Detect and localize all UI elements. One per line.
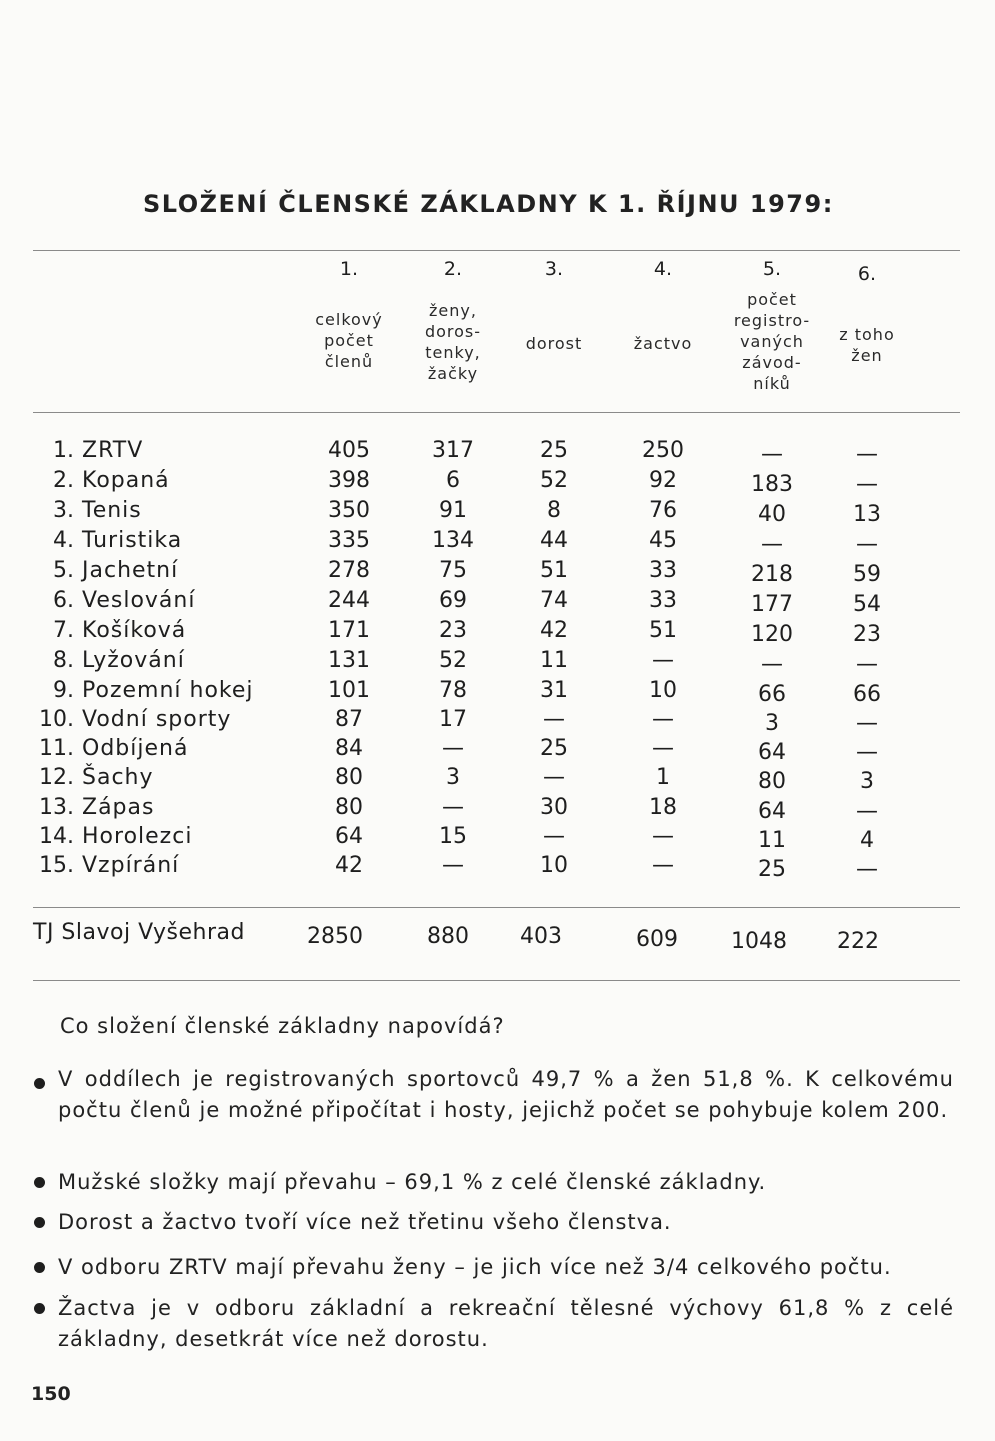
cell-of-which-women: 59: [853, 562, 881, 587]
row-sport-name: Kopaná: [82, 468, 170, 493]
cell-of-which-women: 66: [853, 682, 881, 707]
cell-total-members: 84: [335, 736, 363, 761]
row-sport-name: Odbíjená: [82, 736, 189, 761]
cell-total-members: 80: [335, 765, 363, 790]
column-number: 2.: [443, 258, 463, 280]
cell-youth: 31: [540, 678, 568, 703]
question-text: Co složení členské základny napovídá?: [60, 1014, 505, 1038]
cell-women: 3: [446, 765, 460, 790]
cell-youth: 25: [540, 736, 568, 761]
cell-women: 17: [439, 707, 467, 732]
total-registered: 1048: [731, 929, 787, 954]
table-row: [0, 676, 995, 706]
total-total-members: 2850: [307, 924, 363, 949]
cell-total-members: 42: [335, 853, 363, 878]
cell-women: 6: [446, 468, 460, 493]
cell-total-members: 87: [335, 707, 363, 732]
cell-of-which-women: —: [856, 652, 878, 677]
cell-total-members: 405: [328, 438, 370, 463]
bullet-icon: [34, 1217, 45, 1228]
column-label: žactvo: [633, 334, 693, 353]
row-sport-name: Jachetní: [82, 558, 179, 583]
row-sport-name: Vodní sporty: [82, 707, 232, 732]
cell-women: —: [442, 795, 464, 820]
cell-total-members: 244: [328, 588, 370, 613]
cell-pupils: —: [652, 648, 674, 673]
cell-pupils: —: [652, 707, 674, 732]
table-row: [0, 822, 995, 852]
cell-of-which-women: —: [856, 711, 878, 736]
table-bottom-rule: [33, 980, 960, 981]
list-item: [34, 1167, 954, 1199]
bullet-text: V odboru ZRTV mají převahu ženy – je jich více než 3/4 celkového počtu.: [58, 1255, 892, 1279]
cell-registered: 64: [758, 799, 786, 824]
bullet-text: Žactva je v odboru základní a rekreační tělesné výchovy 61,8 % z celé základny, desetkrát více než dorostu.: [58, 1296, 954, 1351]
cell-pupils: —: [652, 853, 674, 878]
row-number: 11.: [39, 736, 74, 761]
cell-youth: 74: [540, 588, 568, 613]
cell-pupils: 51: [649, 618, 677, 643]
table-row: [0, 526, 995, 556]
row-sport-name: Lyžování: [82, 648, 185, 673]
cell-youth: —: [543, 765, 565, 790]
cell-women: 134: [432, 528, 474, 553]
cell-registered: 3: [765, 711, 779, 736]
column-number: 5.: [762, 258, 782, 280]
row-number: 12.: [39, 765, 74, 790]
row-sport-name: Košíková: [82, 618, 187, 643]
cell-of-which-women: 13: [853, 502, 881, 527]
cell-pupils: 33: [649, 558, 677, 583]
cell-total-members: 64: [335, 824, 363, 849]
list-item: [34, 1293, 954, 1357]
cell-youth: 52: [540, 468, 568, 493]
bullet-text: Mužské složky mají převahu – 69,1 % z celé členské základny.: [58, 1170, 767, 1194]
cell-pupils: 18: [649, 795, 677, 820]
cell-total-members: 171: [328, 618, 370, 643]
cell-women: 52: [439, 648, 467, 673]
cell-youth: 30: [540, 795, 568, 820]
cell-women: 317: [432, 438, 474, 463]
cell-pupils: —: [652, 736, 674, 761]
bullet-icon: [34, 1262, 45, 1273]
total-women: 880: [427, 924, 469, 949]
cell-pupils: 76: [649, 498, 677, 523]
cell-registered: 11: [758, 828, 786, 853]
cell-registered: —: [761, 652, 783, 677]
cell-youth: —: [543, 707, 565, 732]
row-sport-name: Šachy: [82, 765, 154, 790]
table-row: [0, 586, 995, 616]
cell-registered: 25: [758, 857, 786, 882]
table-row: [0, 466, 995, 496]
cell-pupils: 45: [649, 528, 677, 553]
table-row: [0, 705, 995, 735]
row-sport-name: ZRTV: [82, 438, 144, 463]
page-number: 150: [31, 1383, 71, 1405]
page-title: SLOŽENÍ ČLENSKÉ ZÁKLADNY K 1. ŘÍJNU 1979:: [143, 190, 834, 218]
cell-youth: —: [543, 824, 565, 849]
table-row: [0, 646, 995, 676]
column-number: 4.: [653, 258, 673, 280]
row-number: 4.: [53, 528, 74, 553]
cell-women: —: [442, 853, 464, 878]
row-sport-name: Horolezci: [82, 824, 193, 849]
cell-registered: —: [761, 532, 783, 557]
cell-total-members: 398: [328, 468, 370, 493]
column-label: z toho žen: [839, 325, 895, 365]
row-number: 7.: [53, 618, 74, 643]
cell-total-members: 101: [328, 678, 370, 703]
row-number: 13.: [39, 795, 74, 820]
row-number: 1.: [53, 438, 74, 463]
cell-of-which-women: —: [856, 472, 878, 497]
cell-youth: 51: [540, 558, 568, 583]
column-label: počet registro- vaných závod- níků: [733, 290, 811, 393]
table-row: [0, 496, 995, 526]
cell-total-members: 131: [328, 648, 370, 673]
row-number: 3.: [53, 498, 74, 523]
cell-of-which-women: —: [856, 857, 878, 882]
cell-youth: 44: [540, 528, 568, 553]
table-row: [0, 734, 995, 764]
bullet-icon: [34, 1078, 45, 1089]
bullet-icon: [34, 1177, 45, 1188]
cell-of-which-women: —: [856, 532, 878, 557]
total-youth: 403: [520, 924, 562, 949]
cell-of-which-women: —: [856, 740, 878, 765]
cell-women: 78: [439, 678, 467, 703]
cell-registered: —: [761, 442, 783, 467]
row-number: 10.: [39, 707, 74, 732]
cell-total-members: 278: [328, 558, 370, 583]
cell-pupils: 250: [642, 438, 684, 463]
cell-youth: 42: [540, 618, 568, 643]
cell-registered: 218: [751, 562, 793, 587]
cell-women: 91: [439, 498, 467, 523]
cell-pupils: 10: [649, 678, 677, 703]
bullet-text: V oddílech je registrovaných sportovců 49,7 % a žen 51,8 %. K celkovému počtu členů je možné připočítat i hosty, jejichž počet se pohybuje kolem 200.: [58, 1067, 954, 1122]
bullet-text: Dorost a žactvo tvoří více než třetinu všeho členstva.: [58, 1210, 672, 1234]
column-number: 6.: [857, 263, 877, 285]
row-number: 15.: [39, 853, 74, 878]
cell-total-members: 335: [328, 528, 370, 553]
cell-youth: 10: [540, 853, 568, 878]
cell-registered: 80: [758, 769, 786, 794]
row-sport-name: Turistika: [82, 528, 183, 553]
cell-youth: 25: [540, 438, 568, 463]
row-number: 5.: [53, 558, 74, 583]
cell-registered: 177: [751, 592, 793, 617]
total-of-which-women: 222: [837, 929, 879, 954]
cell-of-which-women: 54: [853, 592, 881, 617]
bullet-icon: [34, 1303, 45, 1314]
column-label: dorost: [525, 334, 583, 353]
table-row: [0, 436, 995, 466]
column-label: celkový počet členů: [315, 310, 383, 371]
row-number: 2.: [53, 468, 74, 493]
table-row: [0, 556, 995, 586]
cell-of-which-women: —: [856, 442, 878, 467]
cell-total-members: 350: [328, 498, 370, 523]
cell-total-members: 80: [335, 795, 363, 820]
row-number: 14.: [39, 824, 74, 849]
cell-registered: 40: [758, 502, 786, 527]
list-item: [34, 1252, 954, 1284]
row-number: 8.: [53, 648, 74, 673]
cell-women: 15: [439, 824, 467, 849]
list-item: [34, 1064, 954, 1159]
total-pupils: 609: [636, 927, 678, 952]
cell-youth: 8: [547, 498, 561, 523]
row-number: 6.: [53, 588, 74, 613]
column-number: 1.: [339, 258, 359, 280]
column-number: 3.: [544, 258, 564, 280]
cell-registered: 183: [751, 472, 793, 497]
table-row: [0, 793, 995, 823]
table-header-rule: [33, 412, 960, 413]
cell-youth: 11: [540, 648, 568, 673]
cell-of-which-women: —: [856, 799, 878, 824]
cell-women: —: [442, 736, 464, 761]
row-sport-name: Zápas: [82, 795, 155, 820]
table-total-top-rule: [33, 907, 960, 908]
column-label: ženy, doros- tenky, žačky: [424, 301, 482, 383]
cell-women: 23: [439, 618, 467, 643]
cell-registered: 66: [758, 682, 786, 707]
total-label: TJ Slavoj Vyšehrad: [33, 920, 245, 945]
cell-pupils: —: [652, 824, 674, 849]
cell-women: 69: [439, 588, 467, 613]
cell-women: 75: [439, 558, 467, 583]
table-row: [0, 616, 995, 646]
cell-pupils: 33: [649, 588, 677, 613]
cell-registered: 64: [758, 740, 786, 765]
row-number: 9.: [53, 678, 74, 703]
table-row: [0, 851, 995, 881]
row-sport-name: Vzpírání: [82, 853, 180, 878]
cell-of-which-women: 23: [853, 622, 881, 647]
cell-of-which-women: 4: [860, 828, 874, 853]
cell-of-which-women: 3: [860, 769, 874, 794]
cell-registered: 120: [751, 622, 793, 647]
row-sport-name: Veslování: [82, 588, 196, 613]
row-sport-name: Tenis: [82, 498, 142, 523]
list-item: [34, 1207, 954, 1239]
table-top-rule: [33, 250, 960, 251]
cell-pupils: 92: [649, 468, 677, 493]
table-row: [0, 763, 995, 793]
cell-pupils: 1: [656, 765, 670, 790]
row-sport-name: Pozemní hokej: [82, 678, 254, 703]
